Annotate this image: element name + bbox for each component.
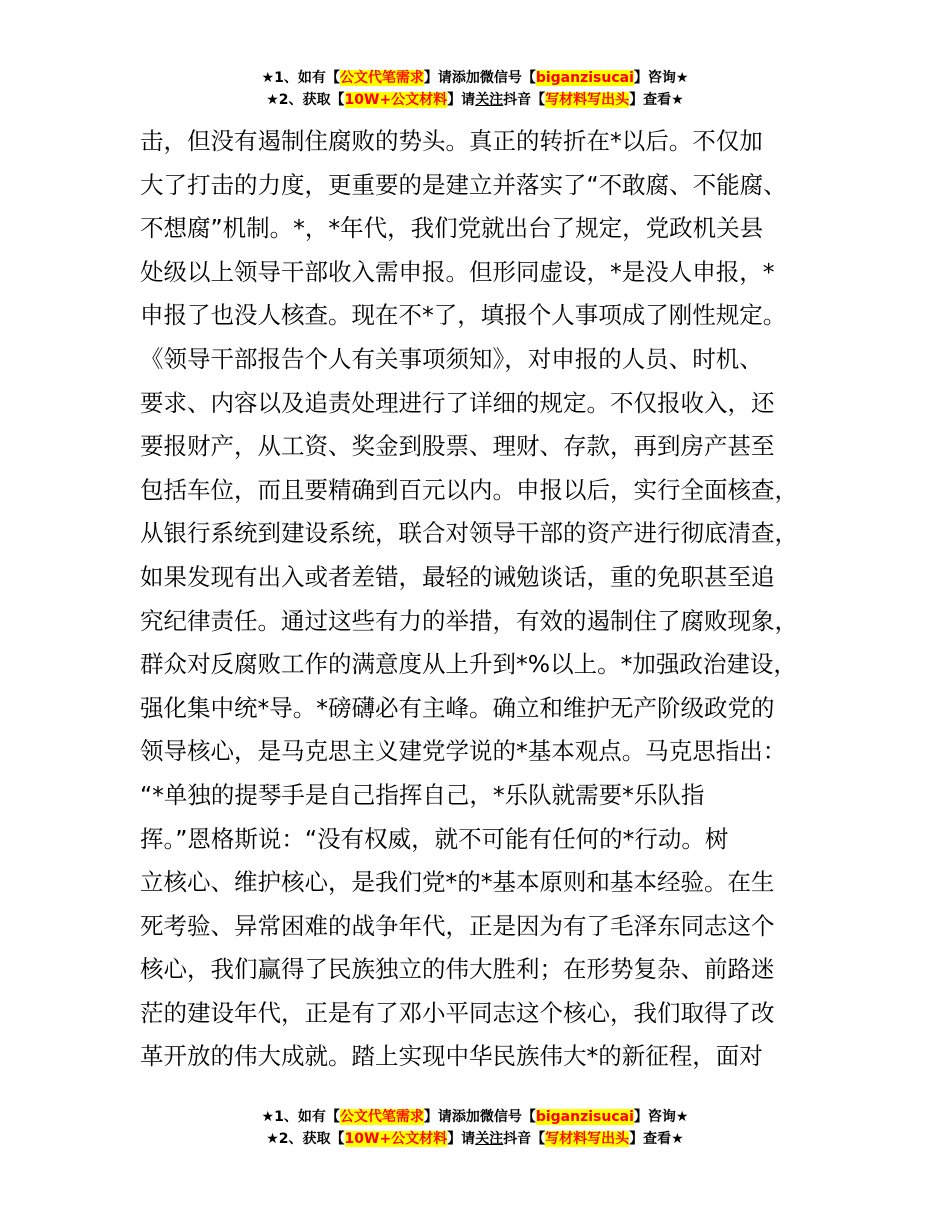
header-line-2-prefix: ★2、获取【 <box>266 92 345 108</box>
body-line: 《领导干部报告个人有关事项须知》，对申报的人员、时机、 <box>140 344 763 373</box>
header-line-1 <box>0 67 950 89</box>
header-line-2-suffix: 】查看★ <box>629 92 684 108</box>
header-line-1-suffix: 】咨询★ <box>633 70 689 86</box>
body-line: 击，但没有遏制住腐败的势头。真正的转折在*以后。不仅加 <box>140 127 763 155</box>
body-line: 包括车位，而且要精确到百元以内。申报以后，实行全面核查， <box>140 475 798 504</box>
footer-line-2 <box>0 1128 950 1150</box>
footer-line-2-prefix: ★2、获取【 <box>266 1131 345 1147</box>
body-line: 茫的建设年代，正是有了邓小平同志这个核心，我们取得了改 <box>140 998 775 1027</box>
body-line: 挥。”恩格斯说：“没有权威，就不可能有任何的*行动。树 <box>140 824 729 853</box>
footer-follow-underlined: 关注 <box>475 1131 504 1147</box>
header-line-2-mid-post: 抖音【 <box>503 92 546 108</box>
header-banner <box>0 67 950 111</box>
body-line: “*单独的提琴手是自己指挥自己，*乐队就需要*乐队指 <box>140 780 705 809</box>
footer-line-1-suffix: 】咨询★ <box>633 1109 689 1125</box>
footer-highlight-ghostwriting: 公文代笔需求 <box>339 1109 424 1125</box>
footer-highlight-douyin: 写材料写出头 <box>545 1131 630 1147</box>
body-line: 死考验、异常困难的战争年代，正是因为有了毛泽东同志这个 <box>140 911 775 940</box>
footer-line-1 <box>0 1106 950 1128</box>
body-line: 不想腐”机制。*，*年代，我们党就出台了规定，党政机关县 <box>140 214 764 243</box>
body-line: 强化集中统*导。*磅礴必有主峰。确立和维护无产阶级政党的 <box>140 693 775 722</box>
footer-line-2-suffix: 】查看★ <box>629 1131 684 1147</box>
body-line: 如果发现有出入或者差错，最轻的诫勉谈话，重的免职甚至追 <box>140 562 775 591</box>
body-line: 要求、内容以及追责处理进行了详细的规定。不仅报收入，还 <box>140 388 775 417</box>
body-line: 革开放的伟大成就。踏上实现中华民族伟大*的新征程，面对 <box>140 1042 763 1071</box>
header-highlight-wechat-id: biganzisucai <box>535 70 634 86</box>
body-line: 申报了也没人核查。现在不*了，填报个人事项成了刚性规定。 <box>140 301 787 330</box>
footer-line-1-prefix: ★1、如有【 <box>261 1109 340 1125</box>
header-highlight-materials: 10W+公文材料 <box>344 92 448 108</box>
header-highlight-douyin: 写材料写出头 <box>545 92 630 108</box>
document-body <box>140 120 820 1079</box>
footer-highlight-materials: 10W+公文材料 <box>344 1131 448 1147</box>
body-line: 大了打击的力度，更重要的是建立并落实了“不敢腐、不能腐、 <box>140 170 787 199</box>
header-line-1-mid: 】请添加微信号【 <box>423 70 536 86</box>
body-line: 群众对反腐败工作的满意度从上升到*%以上。*加强政治建设， <box>140 650 797 679</box>
header-follow-underlined: 关注 <box>475 92 504 108</box>
footer-line-1-mid: 】请添加微信号【 <box>423 1109 536 1125</box>
body-line: 领导核心，是马克思主义建党学说的*基本观点。马克思指出： <box>140 737 787 766</box>
header-highlight-ghostwriting: 公文代笔需求 <box>339 70 424 86</box>
header-line-2 <box>0 89 950 111</box>
footer-line-2-mid-pre: 】请 <box>447 1131 476 1147</box>
body-line: 核心，我们赢得了民族独立的伟大胜利；在形势复杂、前路迷 <box>140 955 775 984</box>
body-line: 处级以上领导干部收入需申报。但形同虚设，*是没人申报，* <box>140 257 775 286</box>
body-line: 从银行系统到建设系统，联合对领导干部的资产进行彻底清查， <box>140 519 798 548</box>
body-line: 立核心、维护核心，是我们党*的*基本原则和基本经验。在生 <box>140 868 775 897</box>
body-line: 究纪律责任。通过这些有力的举措，有效的遏制住了腐败现象， <box>140 606 798 635</box>
body-line: 要报财产，从工资、奖金到股票、理财、存款，再到房产甚至 <box>140 432 775 461</box>
footer-line-2-mid-post: 抖音【 <box>503 1131 546 1147</box>
header-line-2-mid-pre: 】请 <box>447 92 476 108</box>
header-line-1-prefix: ★1、如有【 <box>261 70 340 86</box>
footer-highlight-wechat-id: biganzisucai <box>535 1109 634 1125</box>
footer-banner <box>0 1106 950 1150</box>
